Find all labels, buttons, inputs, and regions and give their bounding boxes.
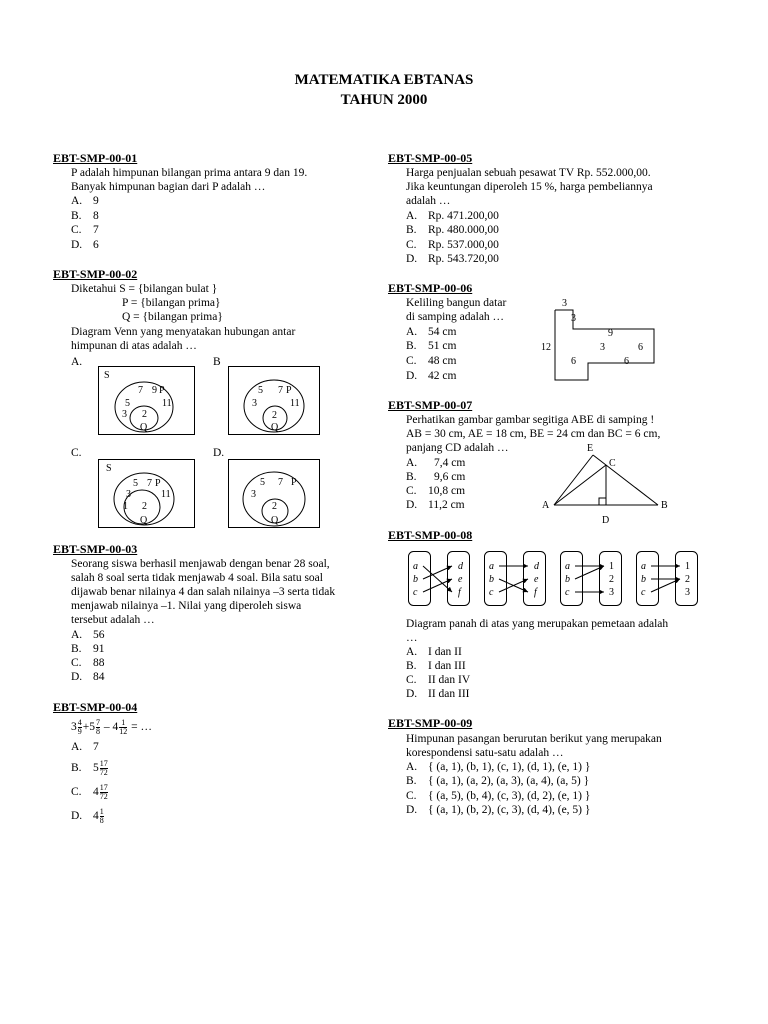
page-subtitle: TAHUN 2000 <box>340 92 428 108</box>
triangle-figure <box>538 440 678 530</box>
question-id: EBT-SMP-00-07 <box>388 398 473 412</box>
question-text: Jika keuntungan diperoleh 15 %, harga pembeliannya <box>406 181 653 193</box>
question-text: tersebut adalah … <box>71 614 155 626</box>
option-c: C. Rp. 537.000,00 <box>406 239 499 251</box>
svg-text:C: C <box>609 458 616 469</box>
question-text: Harga penjualan sebuah pesawat TV Rp. 552.000,00. <box>406 167 651 179</box>
arrow-diagram-3 <box>560 551 622 606</box>
question-text: Keliling bangun datar <box>406 297 507 309</box>
svg-text:A: A <box>542 500 550 511</box>
question-text: adalah … <box>406 195 451 207</box>
svg-text:6: 6 <box>624 356 629 367</box>
svg-text:d: d <box>458 561 463 572</box>
question-text: P = {bilangan prima} <box>122 297 221 309</box>
svg-text:5: 5 <box>133 478 138 489</box>
svg-text:11: 11 <box>290 398 300 409</box>
option-d: D. 84 <box>71 671 105 683</box>
option-a-label: A. <box>71 356 83 368</box>
svg-text:3: 3 <box>685 587 690 598</box>
option-a: A. 56 <box>71 629 105 641</box>
svg-text:6: 6 <box>638 342 643 353</box>
svg-text:d: d <box>534 561 539 572</box>
option-c: C. 4 $\frac{17}{72}$ <box>71 782 108 801</box>
svg-text:6: 6 <box>571 356 576 367</box>
question-text: Diagram Venn yang menyatakan hubungan antar <box>71 326 296 338</box>
svg-text:Q: Q <box>140 515 148 526</box>
svg-text:e: e <box>534 574 539 585</box>
question-id: EBT-SMP-00-04 <box>53 700 138 714</box>
svg-text:3: 3 <box>562 298 567 309</box>
option-c: C. { (a, 5), (b, 4), (c, 3), (d, 2), (e, 1) } <box>406 790 591 802</box>
svg-text:b: b <box>565 574 570 585</box>
option-a: A. 54 cm <box>406 326 457 338</box>
svg-text:3: 3 <box>600 342 605 353</box>
option-a: A. { (a, 1), (b, 1), (c, 1), (d, 1), (e, 1) } <box>406 761 591 773</box>
option-d: D. II dan III <box>406 688 470 700</box>
question-text: Banyak himpunan bagian dari P adalah … <box>71 181 266 193</box>
svg-text:D: D <box>602 515 610 526</box>
svg-text:P: P <box>286 385 292 396</box>
option-b: B. 5 $\frac{17}{72}$ <box>71 758 108 777</box>
option-a: A. 7 <box>71 741 99 753</box>
question-text: dijawab benar nilainya 4 dan salah nilainya –3 serta tidak <box>71 586 336 598</box>
question-id: EBT-SMP-00-02 <box>53 267 138 281</box>
svg-text:f: f <box>534 587 537 598</box>
option-a: A. Rp. 471.200,00 <box>406 210 499 222</box>
option-b: B. 91 <box>71 643 105 655</box>
option-b: B. I dan III <box>406 660 466 672</box>
svg-text:5: 5 <box>125 398 130 409</box>
arrow-diagram-4 <box>636 551 698 606</box>
question-text: Diketahui S = {bilangan bulat } <box>71 283 218 295</box>
option-b: B. { (a, 1), (a, 2), (a, 3), (a, 4), (a, 5) } <box>406 775 590 787</box>
question-id: EBT-SMP-00-05 <box>388 151 473 165</box>
svg-text:7: 7 <box>278 385 283 396</box>
svg-text:f: f <box>458 587 461 598</box>
svg-text:11: 11 <box>162 398 172 409</box>
svg-text:2: 2 <box>272 410 277 421</box>
question-text: korespondensi satu-satu adalah … <box>406 747 564 759</box>
svg-text:a: a <box>641 561 646 572</box>
venn-diagram-b <box>228 366 320 436</box>
svg-text:P: P <box>159 385 165 396</box>
svg-text:3: 3 <box>122 409 127 420</box>
svg-text:E: E <box>587 443 594 454</box>
svg-text:c: c <box>489 587 494 598</box>
polygon-figure <box>538 294 663 380</box>
question-id: EBT-SMP-00-03 <box>53 542 138 556</box>
option-b: B. 51 cm <box>406 340 457 352</box>
option-c: C. 10,8 cm <box>406 485 466 497</box>
svg-text:e: e <box>458 574 463 585</box>
svg-text:2: 2 <box>685 574 690 585</box>
arrow-diagram-2 <box>484 551 546 606</box>
question-text: himpunan di atas adalah … <box>71 340 197 352</box>
svg-text:7: 7 <box>138 385 143 396</box>
question-text: menjawab nilainya –1. Nilai yang diperoleh siswa <box>71 600 302 612</box>
svg-text:3: 3 <box>252 398 257 409</box>
question-text: panjang CD adalah … <box>406 442 509 454</box>
svg-text:c: c <box>413 587 418 598</box>
svg-text:2: 2 <box>609 574 614 585</box>
question-id: EBT-SMP-00-09 <box>388 716 473 730</box>
svg-text:1: 1 <box>685 561 690 572</box>
question-text: Diagram panah di atas yang merupakan pemetaan adalah <box>406 618 669 630</box>
svg-text:12: 12 <box>541 342 551 353</box>
option-c: C. 88 <box>71 657 105 669</box>
question-id: EBT-SMP-00-01 <box>53 151 138 165</box>
option-c-label: C. <box>71 447 82 459</box>
svg-text:P: P <box>291 477 297 488</box>
svg-text:9: 9 <box>152 385 157 396</box>
svg-text:b: b <box>641 574 646 585</box>
option-d-label: D. <box>213 447 225 459</box>
svg-text:1: 1 <box>123 501 128 512</box>
svg-text:S: S <box>106 463 112 474</box>
option-d: D. 6 <box>71 239 99 251</box>
svg-text:B: B <box>661 500 668 511</box>
option-d: D. 11,2 cm <box>406 499 465 511</box>
svg-text:3: 3 <box>609 587 614 598</box>
svg-text:7: 7 <box>278 477 283 488</box>
question-text: … <box>406 632 418 644</box>
svg-text:1: 1 <box>609 561 614 572</box>
svg-text:c: c <box>641 587 646 598</box>
svg-text:Q: Q <box>271 515 279 526</box>
option-c: C. II dan IV <box>406 674 471 686</box>
option-d: D. { (a, 1), (b, 2), (c, 3), (d, 4), (e, 5) } <box>406 804 591 816</box>
option-c: C. 7 <box>71 224 99 236</box>
option-b: B. 9,6 cm <box>406 471 466 483</box>
svg-text:a: a <box>413 561 418 572</box>
svg-text:Q: Q <box>140 422 148 433</box>
svg-text:Q: Q <box>271 422 279 433</box>
svg-text:5: 5 <box>258 385 263 396</box>
svg-text:7: 7 <box>147 478 152 489</box>
arrow-diagram-1 <box>408 551 470 606</box>
svg-text:a: a <box>489 561 494 572</box>
option-a: A. 9 <box>71 195 99 207</box>
page-title: MATEMATIKA EBTANAS <box>294 72 474 88</box>
svg-text:5: 5 <box>260 477 265 488</box>
question-text: Q = {bilangan prima} <box>122 311 223 323</box>
question-text: di samping adalah … <box>406 311 505 323</box>
venn-diagram-d <box>228 459 320 529</box>
option-a: A. I dan II <box>406 646 462 658</box>
option-d: D. 42 cm <box>406 370 457 382</box>
svg-text:2: 2 <box>272 501 277 512</box>
question-text: Himpunan pasangan berurutan berikut yang merupakan <box>406 733 662 745</box>
option-d: D. 4 $\frac{1}{8}$ <box>71 806 104 825</box>
question-text: salah 8 soal serta tidak menjawab 4 soal. Bila satu soal <box>71 572 323 584</box>
svg-text:S: S <box>104 370 110 381</box>
option-a: A. 7,4 cm <box>406 457 466 469</box>
svg-text:b: b <box>413 574 418 585</box>
option-b-label: B <box>213 356 221 368</box>
svg-text:c: c <box>565 587 570 598</box>
question-id: EBT-SMP-00-08 <box>388 528 473 542</box>
svg-text:2: 2 <box>142 409 147 420</box>
question-text: P adalah himpunan bilangan prima antara 9 dan 19. <box>71 167 308 179</box>
svg-text:11: 11 <box>161 489 171 500</box>
svg-text:2: 2 <box>142 501 147 512</box>
option-d: D. Rp. 543.720,00 <box>406 253 499 265</box>
svg-text:b: b <box>489 574 494 585</box>
question-text: Seorang siswa berhasil menjawab dengan benar 28 soal, <box>71 558 330 570</box>
svg-text:a: a <box>565 561 570 572</box>
svg-text:P: P <box>155 478 161 489</box>
question-text: Perhatikan gambar gambar segitiga ABE di samping ! <box>406 414 655 426</box>
venn-diagram-a <box>98 366 195 436</box>
svg-text:3: 3 <box>251 489 256 500</box>
svg-text:9: 9 <box>608 328 613 339</box>
option-b: B. Rp. 480.000,00 <box>406 224 499 236</box>
option-b: B. 8 <box>71 210 99 222</box>
question-id: EBT-SMP-00-06 <box>388 281 473 295</box>
question-expression: 3 $\frac{4}{9}$ +5 $\frac{7}{8}$ – 4 $\frac{1}{12}$ = … <box>71 717 152 736</box>
option-c: C. 48 cm <box>406 355 457 367</box>
svg-text:3: 3 <box>571 313 576 324</box>
question-text: AB = 30 cm, AE = 18 cm, BE = 24 cm dan BC = 6 cm, <box>406 428 661 440</box>
venn-diagram-c <box>98 459 195 529</box>
svg-text:3: 3 <box>126 489 131 500</box>
